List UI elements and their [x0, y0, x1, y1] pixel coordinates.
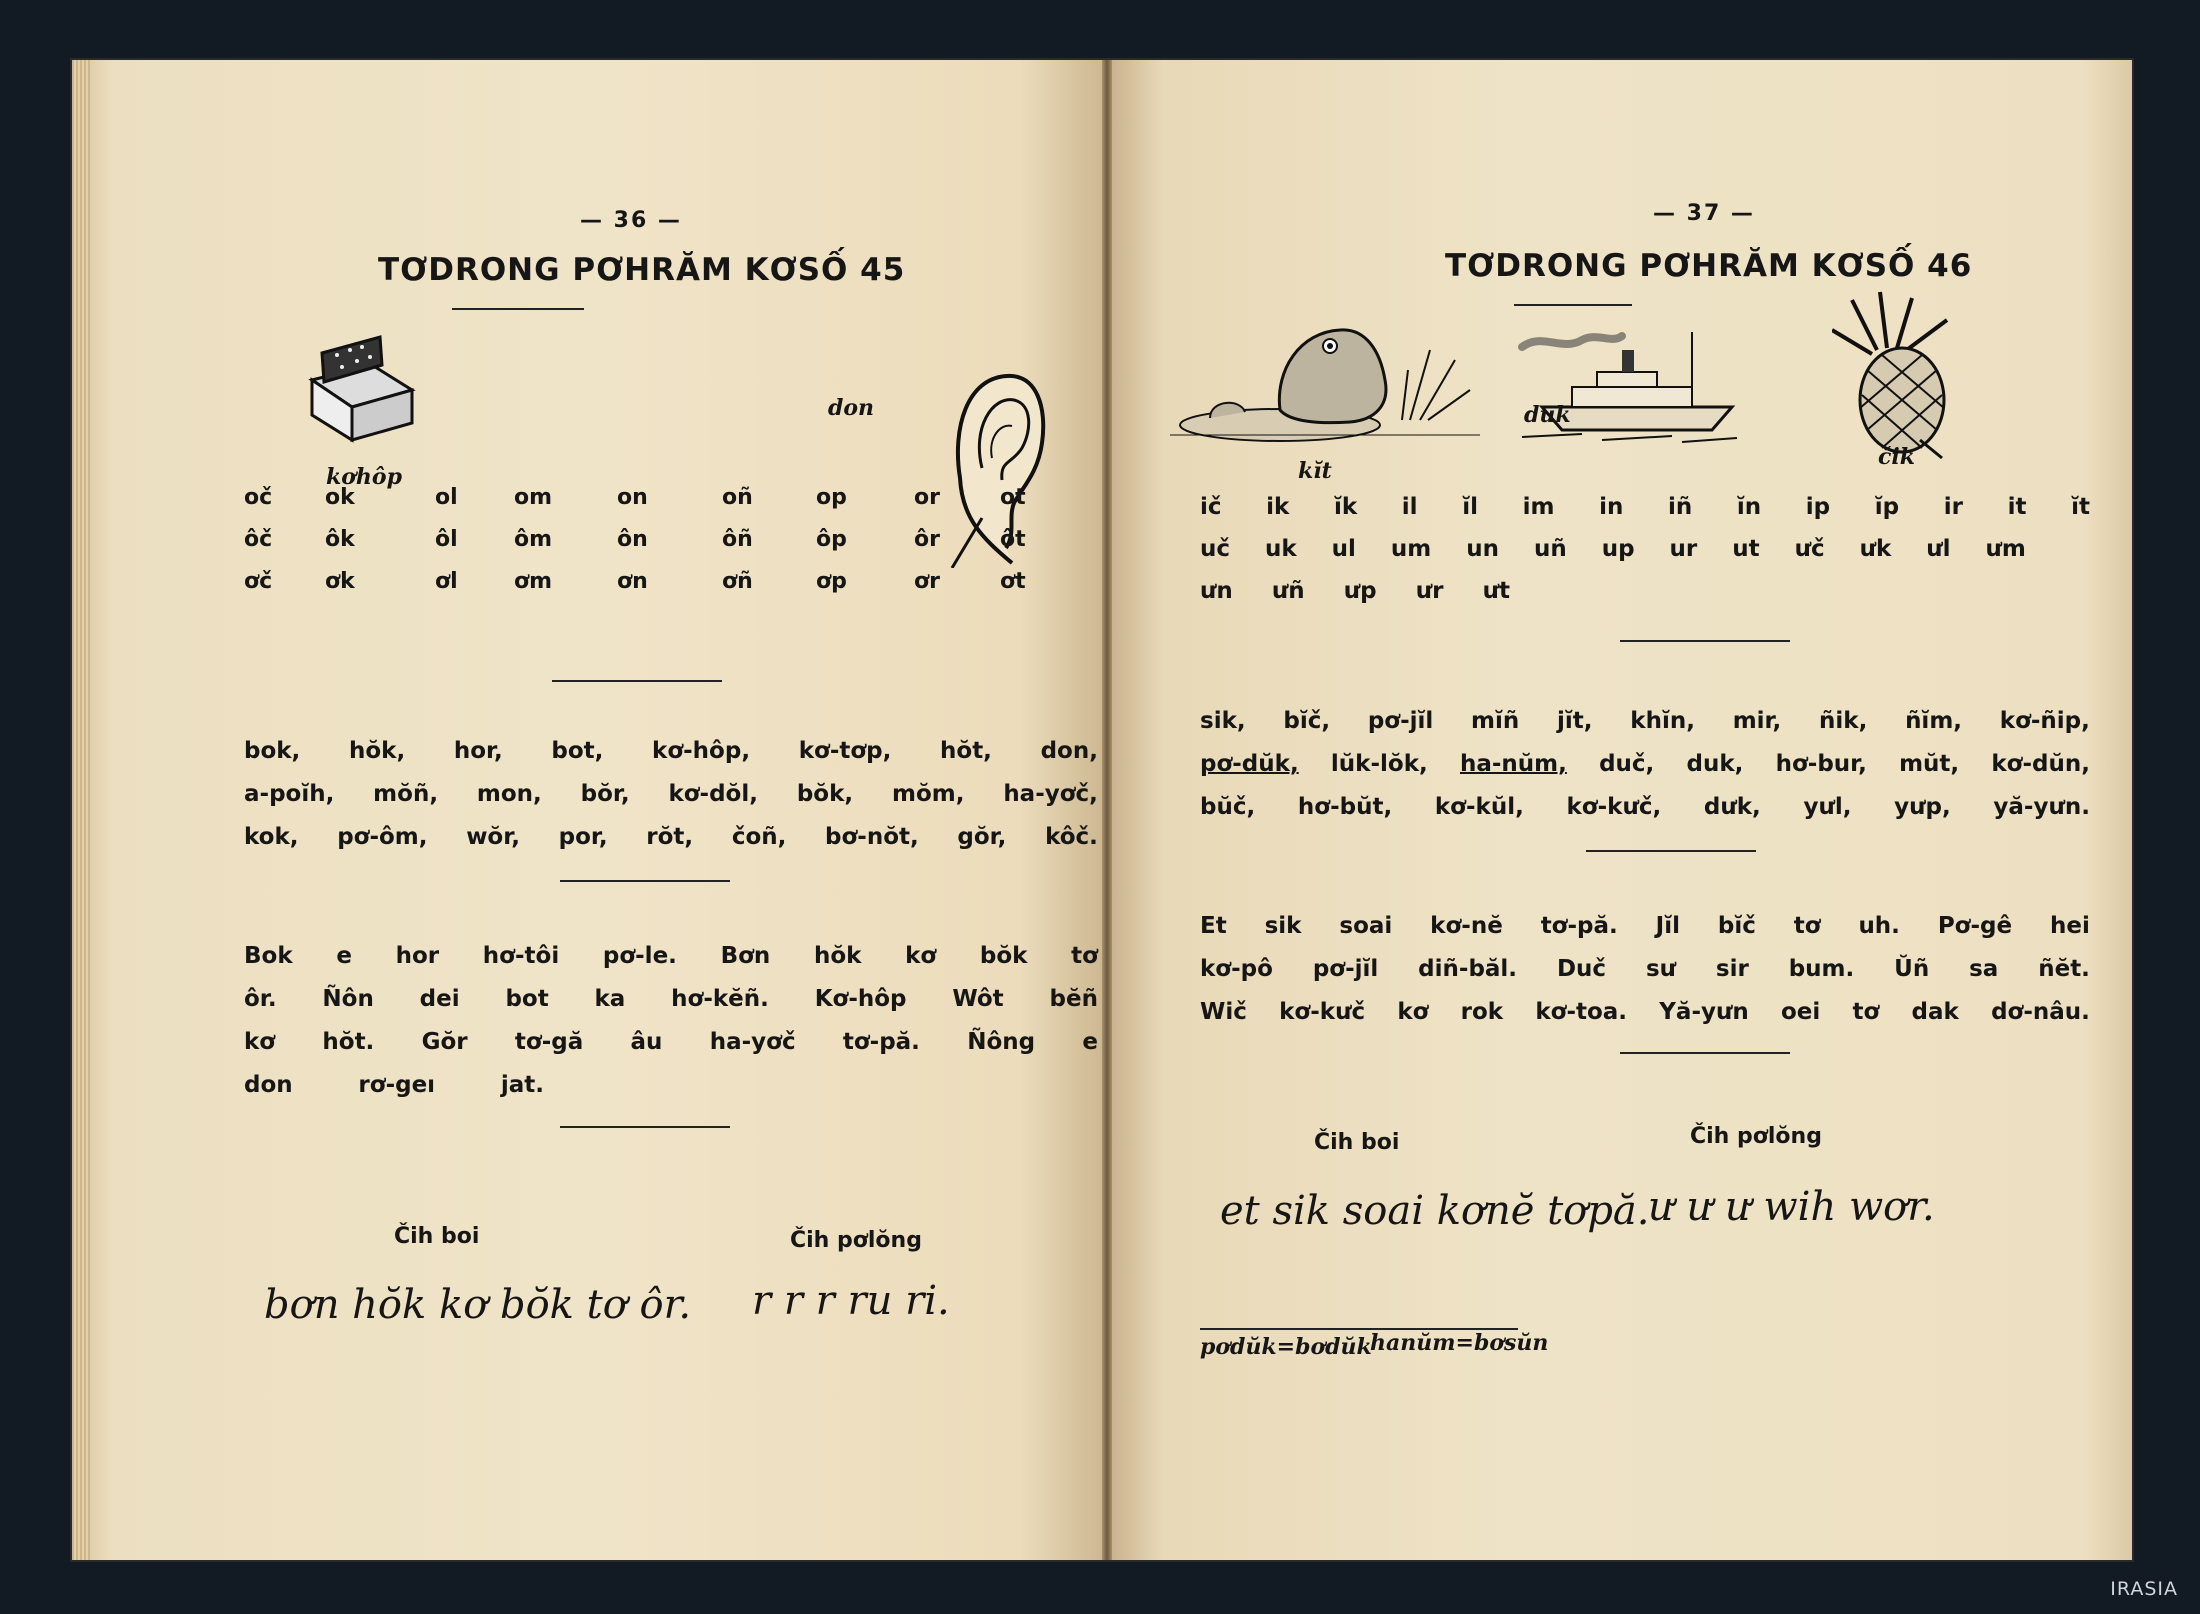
letter-item: ưk — [1859, 536, 1892, 562]
word-item: hơ-bŭt, — [1297, 794, 1393, 820]
letter-item: ôm — [514, 527, 553, 552]
letter-item: ôñ — [722, 527, 753, 552]
sentence-word: ñĕt. — [2038, 956, 2090, 982]
sentence-word: e — [336, 943, 352, 969]
sentence-word: tơ-pă. — [1540, 913, 1618, 939]
title-rule — [452, 308, 584, 310]
left-page — [72, 60, 1102, 1560]
letter-item: ut — [1732, 536, 1760, 562]
sentence-word: hei — [2050, 913, 2090, 939]
word-item: rŏt, — [646, 824, 694, 850]
letter-item: ôk — [325, 527, 355, 552]
word-item: por, — [558, 824, 608, 850]
letter-item: ơr — [914, 569, 940, 594]
sentence-word: Ŭñ — [1894, 956, 1930, 982]
footnote-podu: pơdŭk=bơdŭk — [1200, 1334, 1372, 1360]
letter-item: ok — [325, 485, 355, 510]
word-item: mir, — [1732, 708, 1782, 734]
section-rule — [1620, 640, 1790, 642]
sentence-word: kơ — [1397, 999, 1429, 1025]
letter-item: ĭk — [1333, 494, 1358, 520]
caption-frog: kĭt — [1298, 458, 1332, 484]
write-polong-label: Čih pơlŏng — [790, 1228, 922, 1253]
letter-item: ôč — [244, 527, 273, 552]
word-item: bŏk, — [796, 781, 854, 807]
letter-item: il — [1401, 494, 1418, 520]
letter-item: ưt — [1482, 578, 1510, 604]
sentence-word: Et — [1200, 913, 1227, 939]
word-item: mŭt, — [1899, 751, 1960, 777]
word-item: kơ-ñip, — [1999, 708, 2090, 734]
letter-item: on — [617, 485, 648, 510]
word-item: kơ-kưč, — [1566, 794, 1662, 820]
lesson-title-46: TƠDRONG PƠHRĂM KƠSỐ 46 — [1445, 248, 1973, 284]
word-item: gŏr, — [957, 824, 1007, 850]
sentence-word: ka — [594, 986, 626, 1012]
letter-item: ir — [1943, 494, 1963, 520]
sentence-line — [1200, 999, 2090, 1025]
sentence-word: Duč — [1556, 956, 1607, 982]
word-item: ha-yơč, — [1003, 781, 1098, 807]
word-item: bot, — [551, 738, 604, 764]
handwriting-polong: ư ư ư wih wơr. — [1648, 1184, 1935, 1230]
letter-item: ơñ — [722, 569, 753, 594]
section-rule — [560, 880, 730, 882]
letter-row — [1200, 536, 2026, 562]
caption-box: kơhôp — [326, 464, 402, 490]
sentence-word: Gŏr — [421, 1029, 468, 1055]
page-number-36: — 36 — — [580, 208, 682, 233]
word-item: bĭč, — [1283, 708, 1331, 734]
handwriting-boi: et sik soai kơnĕ tơpă. — [1220, 1188, 1650, 1234]
sentence-word: tơ — [1071, 943, 1098, 969]
letter-row — [1200, 578, 1510, 604]
sentence-word: Yă-yưn — [1659, 999, 1749, 1025]
letter-item: ôl — [435, 527, 458, 552]
sentence-word: tơ — [1852, 999, 1880, 1025]
section-rule — [1620, 1052, 1790, 1054]
sentence-word: bŏk — [979, 943, 1028, 969]
sentence-word: hơ-tôi — [482, 943, 560, 969]
letter-item: it — [2007, 494, 2027, 520]
word-item: a-poĭh, — [244, 781, 335, 807]
word-item: mŏm, — [891, 781, 965, 807]
word-item: ñĭm, — [1905, 708, 1963, 734]
sentence-word: ôr. — [244, 986, 277, 1012]
sentence-word: bot — [505, 986, 549, 1012]
sentence-word: hŏt. — [322, 1029, 375, 1055]
sentence-word: kơ-kưč — [1279, 999, 1366, 1025]
sentence-word: sư — [1645, 956, 1677, 982]
letter-item: ưn — [1200, 578, 1233, 604]
word-item: čoñ, — [731, 824, 787, 850]
sentence-word: e — [1082, 1029, 1098, 1055]
letter-item: ơč — [244, 569, 273, 594]
word-item: duč, — [1599, 751, 1655, 777]
letter-item: ik — [1266, 494, 1290, 520]
letter-item: om — [514, 485, 553, 510]
letter-row — [244, 569, 1026, 599]
letter-item: op — [816, 485, 847, 510]
sentence-word: jat. — [500, 1072, 544, 1098]
sentence-word: Pơ-gê — [1937, 913, 2013, 939]
word-item: bok, — [244, 738, 301, 764]
sentence-word: kơ-pô — [1200, 956, 1273, 982]
sentence-word: sik — [1264, 913, 1302, 939]
pineapple-illustration — [1832, 290, 1962, 460]
word-item: wŏr, — [466, 824, 520, 850]
sentence-word: pơ-le. — [602, 943, 677, 969]
sentence-word: Wič — [1200, 999, 1247, 1025]
sentence-word: rơ-geı — [358, 1072, 436, 1098]
letter-item: ôp — [816, 527, 847, 552]
word-item: yưp, — [1894, 794, 1951, 820]
word-item: yă-yưn. — [1993, 794, 2090, 820]
sentence-line — [244, 1072, 544, 1098]
letter-item: im — [1522, 494, 1555, 520]
word-item: mŏñ, — [373, 781, 439, 807]
word-item: pơ-ôm, — [337, 824, 428, 850]
sentence-word: bĕñ — [1049, 986, 1098, 1012]
sentence-word: tơ-gă — [514, 1029, 584, 1055]
letter-item: oñ — [722, 485, 753, 510]
letter-item: un — [1466, 536, 1499, 562]
sentence-line — [1200, 913, 2090, 939]
word-item: dưk, — [1703, 794, 1761, 820]
letter-item: ưñ — [1271, 578, 1305, 604]
footnote-hanum: hanŭm=bơsŭn — [1370, 1330, 1549, 1356]
page-number-37: — 37 — — [1653, 201, 1755, 226]
word-item: pơ-jĭl — [1367, 708, 1434, 734]
lesson-title-45: TƠDRONG PƠHRĂM KƠSỐ 45 — [378, 252, 906, 288]
word-line — [1200, 708, 2090, 734]
word-item: lŭk-lŏk, — [1330, 751, 1428, 777]
sentence-word: tơ — [1793, 913, 1821, 939]
watermark: IRASIA — [2110, 1578, 2178, 1600]
sentence-word: diñ-băl. — [1418, 956, 1518, 982]
word-item: kơ-dŭn, — [1991, 751, 2090, 777]
write-boi-label: Čih boi — [394, 1224, 480, 1249]
sentence-word: dak — [1911, 999, 1959, 1025]
letter-item: oč — [244, 485, 273, 510]
letter-item: ot — [1000, 485, 1026, 510]
letter-item: ôt — [1000, 527, 1026, 552]
letter-item: ĭl — [1462, 494, 1478, 520]
letter-item: uč — [1200, 536, 1231, 562]
boat-illustration — [1502, 322, 1742, 447]
sentence-line — [244, 986, 1098, 1012]
sentence-line — [1200, 956, 2090, 982]
sentence-word: ha-yơč — [709, 1029, 796, 1055]
letter-item: in — [1599, 494, 1624, 520]
sentence-word: rok — [1460, 999, 1504, 1025]
word-item: khĭn, — [1630, 708, 1695, 734]
sentence-word: don — [244, 1072, 293, 1098]
word-line — [1200, 794, 2090, 820]
letter-item: ip — [1805, 494, 1831, 520]
word-item: pơ-dŭk, — [1200, 751, 1299, 777]
word-line — [244, 738, 1098, 764]
word-item: kôč. — [1045, 824, 1098, 850]
word-line — [1200, 751, 2090, 777]
letter-item: ĭp — [1874, 494, 1900, 520]
word-item: kơ-tơp, — [798, 738, 892, 764]
sentence-word: pơ-jĭl — [1312, 956, 1379, 982]
letter-item: ơk — [325, 569, 355, 594]
letter-row — [244, 527, 1026, 557]
sentence-word: Jĭl — [1655, 913, 1680, 939]
book-gutter — [1102, 60, 1112, 1560]
sentence-word: dơ-nâu. — [1991, 999, 2090, 1025]
sentence-word: bum. — [1788, 956, 1855, 982]
word-item: hor, — [453, 738, 503, 764]
letter-item: up — [1601, 536, 1635, 562]
page-edge — [72, 60, 90, 1560]
sentence-word: Bok — [244, 943, 293, 969]
word-item: duk, — [1686, 751, 1744, 777]
word-item: bơ-nŏt, — [825, 824, 919, 850]
caption-ear: don — [828, 395, 875, 421]
letter-item: ol — [435, 485, 458, 510]
letter-item: ôr — [914, 527, 940, 552]
sentence-word: oei — [1780, 999, 1821, 1025]
word-item: kok, — [244, 824, 299, 850]
frog-illustration — [1170, 320, 1480, 450]
word-item: yưl, — [1803, 794, 1852, 820]
letter-item: ur — [1669, 536, 1698, 562]
sentence-line — [244, 1029, 1098, 1055]
letter-item: ĭn — [1736, 494, 1762, 520]
word-item: hŏk, — [348, 738, 406, 764]
title-rule — [1514, 304, 1632, 306]
section-rule — [552, 680, 722, 682]
word-item: ñik, — [1819, 708, 1868, 734]
word-item: mĭñ — [1471, 708, 1520, 734]
word-item: don, — [1040, 738, 1098, 764]
word-item: bŭč, — [1200, 794, 1256, 820]
sentence-word: tơ-pă. — [842, 1029, 920, 1055]
letter-item: ưp — [1343, 578, 1377, 604]
sentence-line — [244, 943, 1098, 969]
word-item: ha-nŭm, — [1459, 751, 1567, 777]
handwriting-polong: r r r ru ri. — [752, 1278, 950, 1324]
sentence-word: Bơn — [720, 943, 771, 969]
word-item: kơ-dŏl, — [668, 781, 758, 807]
handwriting-boi: bơn hŏk kơ bŏk tơ ôr. — [264, 1282, 692, 1328]
sentence-word: hơ-kĕñ. — [671, 986, 769, 1012]
letter-item: ĭt — [2071, 494, 2090, 520]
sentence-word: hŏk — [813, 943, 862, 969]
section-rule — [560, 1126, 730, 1128]
sentence-word: sa — [1969, 956, 1999, 982]
letter-item: or — [914, 485, 940, 510]
word-item: sik, — [1200, 708, 1246, 734]
sentence-word: Kơ-hôp — [814, 986, 907, 1012]
word-item: kơ-hôp, — [652, 738, 751, 764]
sentence-word: Ñôn — [322, 986, 374, 1012]
letter-item: ơn — [617, 569, 648, 594]
word-item: hŏt, — [940, 738, 992, 764]
sentence-word: bĭč — [1717, 913, 1756, 939]
sentence-word: hor — [395, 943, 440, 969]
caption-boat: duk — [1524, 402, 1571, 428]
letter-item: ơt — [1000, 569, 1026, 594]
sentence-word: kơ-nĕ — [1430, 913, 1503, 939]
letter-item: um — [1390, 536, 1432, 562]
sentence-word: Ñông — [967, 1029, 1036, 1055]
letter-item: ưč — [1794, 536, 1825, 562]
letter-item: ưl — [1926, 536, 1951, 562]
sentence-word: sir — [1715, 956, 1749, 982]
word-item: hơ-bur, — [1775, 751, 1867, 777]
letter-item: ơp — [816, 569, 847, 594]
sentence-word: Wôt — [952, 986, 1004, 1012]
sentence-word: kơ — [244, 1029, 276, 1055]
right-page — [1112, 60, 2132, 1560]
letter-row — [244, 485, 1026, 515]
word-line — [244, 824, 1098, 850]
sentence-word: kơ — [905, 943, 937, 969]
box-illustration — [302, 335, 422, 445]
letter-item: iñ — [1667, 494, 1693, 520]
letter-row — [1200, 494, 2090, 520]
write-polong-label: Čih pơlŏng — [1690, 1124, 1822, 1149]
letter-item: uñ — [1533, 536, 1567, 562]
sentence-word: uh. — [1858, 913, 1900, 939]
sentence-word: soai — [1339, 913, 1393, 939]
letter-item: ưm — [1985, 536, 2026, 562]
word-item: mon, — [476, 781, 542, 807]
word-item: bŏr, — [580, 781, 630, 807]
section-rule — [1586, 850, 1756, 852]
word-line — [244, 781, 1098, 807]
word-item: kơ-kŭl, — [1434, 794, 1524, 820]
letter-item: ul — [1331, 536, 1356, 562]
write-boi-label: Čih boi — [1314, 1130, 1400, 1155]
sentence-word: dei — [419, 986, 460, 1012]
letter-item: ič — [1200, 494, 1222, 520]
caption-pineapple: čik — [1878, 444, 1915, 470]
letter-item: ơl — [435, 569, 458, 594]
letter-item: ưr — [1415, 578, 1444, 604]
word-item: jĭt, — [1557, 708, 1593, 734]
letter-item: uk — [1265, 536, 1297, 562]
sentence-word: kơ-toa. — [1535, 999, 1628, 1025]
letter-item: ôn — [617, 527, 648, 552]
sentence-word: âu — [630, 1029, 663, 1055]
book-spread — [72, 60, 2132, 1560]
letter-item: ơm — [514, 569, 553, 594]
